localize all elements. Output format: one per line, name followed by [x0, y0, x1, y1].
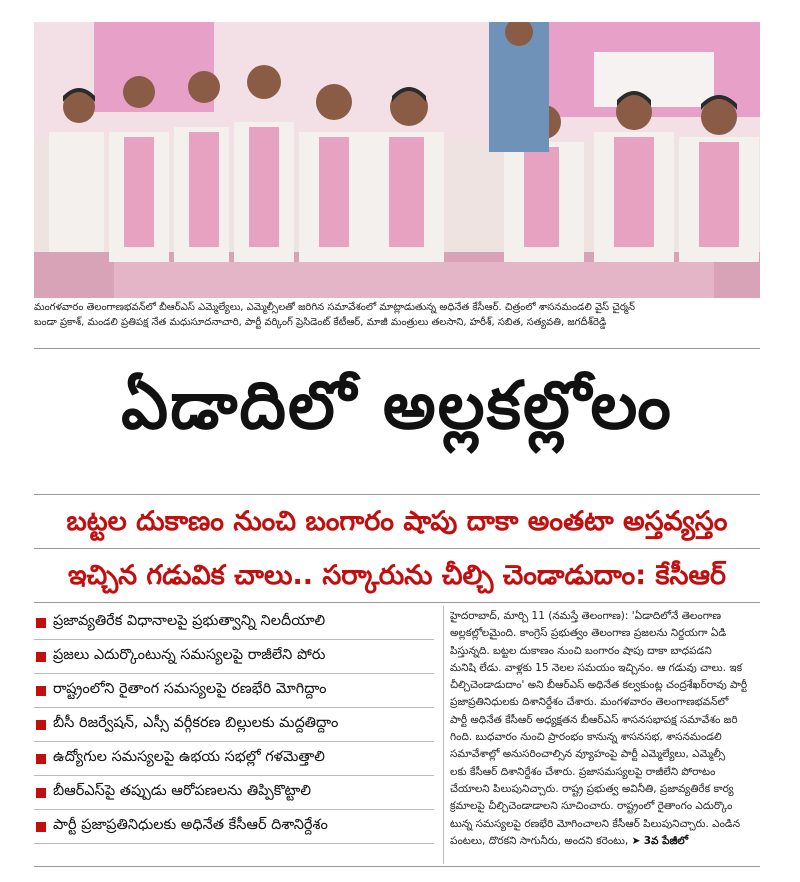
bullet-square-icon: [36, 754, 46, 764]
press-photo: [34, 22, 760, 298]
bullet-square-icon: [36, 822, 46, 832]
list-item: [34, 674, 434, 708]
bullet-text: రాష్ట్రంలోని రైతాంగ సమస్యలపై రణభేరి మోగిద్దాం: [53, 680, 327, 697]
headline: ఏడాదిలో అల్లకల్లోలం: [121, 367, 673, 444]
bullet-text: బీసీ రిజర్వేషన్, ఎస్సీ వర్గీకరణ బిల్లులకు మద్దతిద్దాం: [53, 714, 339, 731]
article-line: ప్రజాప్రతినిధులకు దిశానిర్దేశం చేశారు. మంగళవారం తెలంగాణభవన్‌లో: [450, 696, 729, 709]
bullet-text: బీఆర్‌ఎస్‌పై తప్పుడు ఆరోపణలను తిప్పికొట్టాలి: [53, 782, 311, 799]
bullet-text: ఉద్యోగుల సమస్యలపై ఉభయ సభల్లో గళమెత్తాలి: [53, 748, 325, 765]
article-line: చీల్చిచెండాడుదాం' అని బీఆర్‌ఎస్ అధినేత కల్వకుంట్ల చంద్రశేఖర్‌రావు పార్టీ: [450, 679, 748, 692]
caption-line: బండా ప్రకాశ్, మండలి ప్రతిపక్ష నేత మధుసూదనాచారి, పార్టీ వర్కింగ్ ప్రెసిడెంట్ కేటీఆర్, మాజీ మంత్రులు తలసాని, హరీశ్, సబిత, సత్యవతి, జగదీశ్‌రెడ్డి: [34, 317, 607, 328]
bullet-square-icon: [36, 720, 46, 730]
continued-arrow-icon: ➤: [631, 834, 641, 847]
bullet-square-icon: [36, 618, 46, 628]
list-item: [34, 810, 434, 844]
subheadline: బట్టల దుకాణం నుంచి బంగారం షాపు దాకా అంతటా అస్తవ్యస్తం: [66, 506, 728, 537]
article-line-last: [450, 833, 760, 850]
article-line: క్రమాలపై చీల్చిచెండాడాలని సూచించారు. రాష్ట్రంలో రైతాంగం ఎదుర్కొం: [450, 800, 733, 813]
divider: [34, 602, 760, 603]
divider: [34, 494, 760, 495]
divider: [34, 348, 760, 349]
divider: [34, 866, 760, 867]
list-item: [34, 742, 434, 776]
article-line: చేయాలని పిలుపునిచ్చారు. రాష్ట్ర ప్రభుత్వ అవినీతి, ప్రజావ్యతిరేక కార్య: [450, 782, 734, 795]
list-item: [34, 640, 434, 674]
bullet-text: పార్టీ ప్రజాప్రతినిధులకు అధినేత కేసీఆర్ దిశానిర్దేశం: [53, 816, 328, 833]
bullet-square-icon: [36, 788, 46, 798]
list-item: [34, 776, 434, 810]
bullet-list: [34, 606, 434, 844]
bullet-square-icon: [36, 686, 46, 696]
subheadline: ఇచ్చిన గడువిక చాలు.. సర్కారును చీల్చి చెండాడుదాం: కేసీఆర్: [67, 560, 727, 591]
divider: [34, 548, 760, 549]
article-line: హైదరాబాద్, మార్చి 11 (నమస్తే తెలంగాణ): 'ఏడాదిలోనే తెలంగాణ: [450, 610, 722, 622]
article-line: గింది. బుధవారం నుంచి ప్రారంభం కానున్న శాసనసభ, శాసనమండలి: [450, 731, 722, 744]
article-line: పిస్తున్నది. బట్టల దుకాణం నుంచి బంగారం షాపు దాకా బాధపడని: [450, 644, 712, 657]
column-divider: [443, 606, 444, 864]
article-line: పార్టీ అధినేత కేసీఆర్ అధ్యక్షతన బీఆర్‌ఎస్ శాసనసభాపక్ష సమావేశం జరి: [450, 713, 738, 726]
press-photo-icon: [34, 22, 760, 298]
list-item: [34, 606, 434, 640]
bullet-text: ప్రజలు ఎదుర్కొంటున్న సమస్యలపై రాజీలేని పోరు: [53, 646, 326, 663]
bullet-square-icon: [36, 652, 46, 662]
article-body: [450, 608, 760, 850]
article-line: టున్న సమస్యలపై రణభేరి మోగించాలని కేసీఆర్ పిలుపునిచ్చారు. ఎండిన: [450, 817, 741, 830]
continued-on-page[interactable]: 3వ పేజీలో: [643, 834, 689, 847]
bullet-text: ప్రజావ్యతిరేక విధానాలపై ప్రభుత్వాన్ని నిలదీయాలి: [53, 612, 326, 629]
article-line: లకు కేసీఆర్ దిశానిర్దేశం చేశారు. ప్రజాసమస్యలపై రాజీలేని పోరాటం: [450, 765, 716, 778]
article-line: అల్లకల్లోలమైంది. కాంగ్రెస్ ప్రభుత్వం తెలంగాణ ప్రజలను నిర్దయగా ఏడి: [450, 627, 727, 640]
list-item: [34, 708, 434, 742]
photo-caption: [34, 300, 760, 330]
article-line-text: పంటలు, దొరకని సాగునీరు, అందని కరెంటు,: [450, 834, 629, 847]
article-line: సమావేశాల్లో అనుసరించాల్సిన వ్యూహంపై పార్టీ ఎమ్మెల్యేలు, ఎమ్మెల్సీ: [450, 748, 726, 761]
article-line: మనిషి లేడు. వాళ్లకు 15 నెలల సమయం ఇచ్చినం. ఆ గడువు చాలు. ఇక: [450, 661, 743, 674]
caption-line: మంగళవారం తెలంగాణభవన్‌లో బీఆర్‌ఎస్ ఎమ్మెల్యేలు, ఎమ్మెల్సీలతో జరిగిన సమావేశంలో మాట్లాడుతున్న అధినేత కేసీఆర్. చిత్రంలో శాసనమండలి వైస్ చైర్మన్: [34, 302, 636, 313]
